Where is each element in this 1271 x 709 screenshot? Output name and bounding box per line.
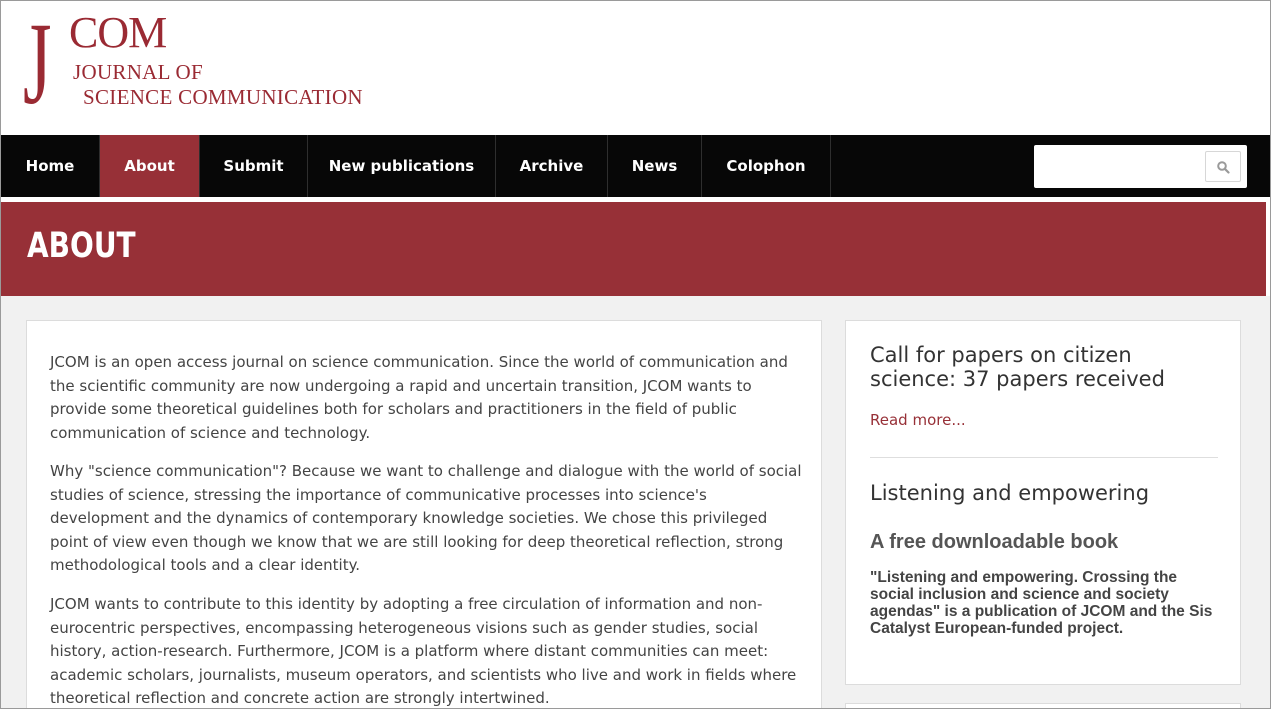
page-title: ABOUT	[27, 226, 136, 266]
book-description: "Listening and empowering. Crossing the social inclusion and science and society agendas" is a publication of JCOM and the Sis Catalyst European-funded project.	[870, 569, 1213, 637]
nav-about[interactable]: About	[100, 135, 200, 197]
sidebar-divider	[870, 457, 1218, 458]
logo-com: COM	[69, 8, 167, 57]
about-paragraph-1: JCOM is an open access journal on science communication. Since the world of communication and the scientific community are now undergoing a rapid and uncertain transition, JCOM wants to provide some theoretical guidelines both for scholars and practitioners in the field of public communication of science and technology.	[50, 353, 788, 442]
search-icon	[1217, 161, 1230, 174]
search-button[interactable]	[1205, 151, 1241, 182]
nav-archive[interactable]: Archive	[496, 135, 608, 197]
call-for-papers-title[interactable]: Call for papers on citizen science: 37 papers received	[870, 343, 1165, 391]
logo-line2: SCIENCE COMMUNICATION	[83, 85, 363, 109]
nav-new-publications[interactable]: New publications	[308, 135, 496, 197]
read-more-link[interactable]: Read more...	[870, 411, 966, 429]
jcom-logo[interactable]	[23, 0, 403, 131]
book-subtitle: A free downloadable book	[870, 531, 1119, 553]
logo-line1: JOURNAL OF	[73, 60, 203, 84]
book-title[interactable]: Listening and empowering	[870, 481, 1150, 505]
page-banner	[1, 202, 1266, 296]
about-paragraph-3: JCOM wants to contribute to this identity by adopting a free circulation of information and non-eurocentric perspectives, encompassing heterogeneous visions such as gender studies, social history, action-research. Furthermore, JCOM is a platform where distant communities can meet: academic scholars, journalists, museum operators, and scientists who live and work in fields where theoretical reflection and concrete action are strongly intertwined.	[50, 595, 797, 707]
sidebar-news-card	[845, 320, 1241, 685]
about-article	[26, 320, 822, 709]
logo-letter-j: J	[23, 0, 52, 129]
nav-home[interactable]: Home	[1, 135, 100, 197]
site-header	[1, 1, 1270, 135]
nav-colophon[interactable]: Colophon	[702, 135, 831, 197]
main-navigation	[1, 135, 1270, 197]
nav-submit[interactable]: Submit	[200, 135, 308, 197]
about-paragraph-2: Why "science communication"? Because we want to challenge and dialogue with the world of social studies of science, stressing the importance of communicative processes into science's development and the dynamics of contemporary knowledge societies. We chose this privileged point of view even though we know that we are still looking for deep theoretical reflection, strong methodological tools and a clear identity.	[50, 462, 802, 574]
sidebar-card-next	[845, 703, 1241, 709]
search-input[interactable]	[1034, 145, 1247, 188]
nav-news[interactable]: News	[608, 135, 702, 197]
